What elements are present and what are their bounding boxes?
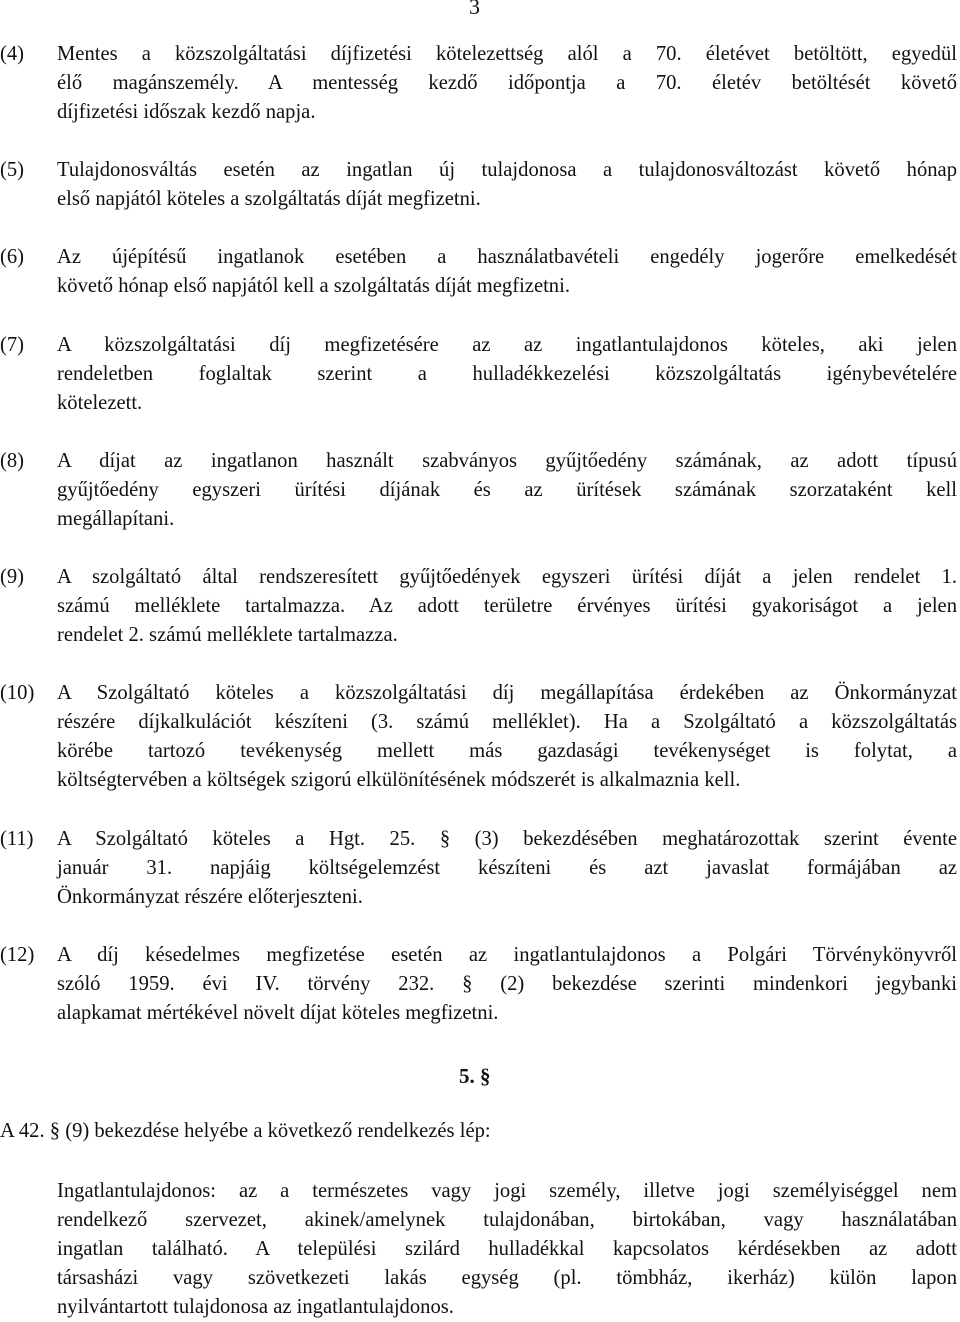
text-line: Ingatlantulajdonos: az a természetes vagy jogi személy, illetve jogi személyiséggel nem [57, 1180, 957, 1202]
paragraph-number: (7) [0, 334, 25, 356]
text-line: A Szolgáltató köteles a közszolgáltatási díj megállapítása érdekében az Önkormányzat [57, 682, 957, 704]
text-line: társasházi vagy szövetkezeti lakás egység (pl. tömbház, ikerház) külön lapon [57, 1267, 957, 1289]
paragraph-10 [0, 679, 957, 795]
paragraph-text [57, 825, 957, 912]
text-line: Mentes a közszolgáltatási díjfizetési kötelezettség alól a 70. életévet betöltött, egyedül [57, 43, 957, 65]
text-line: A Szolgáltató köteles a Hgt. 25. § (3) bekezdésében meghatározottak szerint évente [57, 828, 957, 850]
paragraph-11 [0, 825, 957, 912]
paragraph-number: (9) [0, 566, 25, 588]
text-line: kötelezett. [57, 392, 143, 414]
paragraph-number: (12) [0, 944, 35, 966]
text-line: Tulajdonosváltás esetén az ingatlan új tulajdonosa a tulajdonosváltozást követő hónap [57, 159, 957, 181]
text-line: rendelkező szervezet, akinek/amelynek tulajdonában, birtokában, vagy használatában [57, 1209, 957, 1231]
paragraph-5 [0, 156, 957, 214]
paragraph-6 [0, 243, 957, 301]
paragraph-text [57, 563, 957, 650]
text-line: A díjat az ingatlanon használt szabványos gyűjtőedény számának, az adott típusú [57, 450, 957, 472]
text-line: ingatlan található. A települési szilárd hulladékkal kapcsolatos kérdésekben az adott [57, 1238, 957, 1260]
paragraph-12 [0, 941, 957, 1028]
text-line: részére díjkalkulációt készíteni (3. számú melléklet). Ha a Szolgáltató a közszolgáltatás [57, 711, 957, 733]
paragraph-text [57, 243, 957, 301]
text-line: szóló 1959. évi IV. törvény 232. § (2) bekezdése szerinti mindenkori jegybanki [57, 973, 957, 995]
text-line: A közszolgáltatási díj megfizetésére az az ingatlantulajdonos köteles, aki jelen [57, 334, 957, 356]
text-line: rendelet 2. számú melléklete tartalmazza. [57, 624, 398, 646]
paragraph-text [57, 331, 957, 418]
text-line: gyűjtőedény egyszeri ürítési díjának és az ürítések számának szorzataként kell [57, 479, 957, 501]
text-line: A díj késedelmes megfizetése esetén az ingatlantulajdonos a Polgári Törvénykönyvről [57, 944, 957, 966]
paragraph-4 [0, 40, 957, 127]
paragraph-text [57, 156, 957, 214]
text-line: Önkormányzat részére előterjeszteni. [57, 886, 363, 908]
text-line: rendeletben foglaltak szerint a hulladékkezelési közszolgáltatás igénybevételére [57, 363, 957, 385]
paragraph-text [57, 447, 957, 534]
text-line: körébe tartozó tevékenység mellett más gazdasági tevékenységet is folytat, a [57, 740, 957, 762]
text-line: díjfizetési időszak kezdő napja. [57, 101, 316, 123]
paragraph-number: (10) [0, 682, 35, 704]
text-line: számú melléklete tartalmazza. Az adott területre érvényes ürítési gyakoriságot a jelen [57, 595, 957, 617]
paragraph-7 [0, 331, 957, 418]
text-line: A szolgáltató által rendszeresített gyűjtőedények egyszeri ürítési díját a jelen rendelet 1. [57, 566, 957, 588]
definition-block [57, 1177, 957, 1322]
text-line: megállapítani. [57, 508, 175, 530]
text-line: követő hónap első napjától kell a szolgáltatás díját megfizetni. [57, 275, 570, 297]
paragraph-9 [0, 563, 957, 650]
text-line: költségtervében a költségek szigorú elkülönítésének módszerét is alkalmaznia kell. [57, 769, 741, 791]
text-line: nyilvántartott tulajdonosa az ingatlantulajdonos. [57, 1296, 454, 1318]
paragraph-number: (11) [0, 828, 34, 850]
paragraph-text [57, 941, 957, 1028]
paragraph-number: (4) [0, 43, 25, 65]
text-line: Az újépítésű ingatlanok esetében a használatbavételi engedély jogerőre emelkedését [57, 246, 957, 268]
text-line: január 31. napjáig költségelemzést készíteni és azt javaslat formájában az [57, 857, 957, 879]
paragraph-text [57, 679, 957, 795]
page-number: 3 [469, 0, 480, 19]
paragraph-text [57, 40, 957, 127]
section-heading: 5. § [459, 1064, 491, 1088]
text-line: élő magánszemély. A mentesség kezdő időpontja a 70. életév betöltését követő [57, 72, 957, 94]
paragraph-number: (6) [0, 246, 25, 268]
paragraph-number: (5) [0, 159, 25, 181]
text-line: alapkamat mértékével növelt díjat köteles megfizetni. [57, 1002, 499, 1024]
paragraph-8 [0, 447, 957, 534]
amendment-intro: A 42. § (9) bekezdése helyébe a következő rendelkezés lép: [0, 1120, 491, 1142]
paragraph-number: (8) [0, 450, 25, 472]
text-line: első napjától köteles a szolgáltatás díját megfizetni. [57, 188, 481, 210]
